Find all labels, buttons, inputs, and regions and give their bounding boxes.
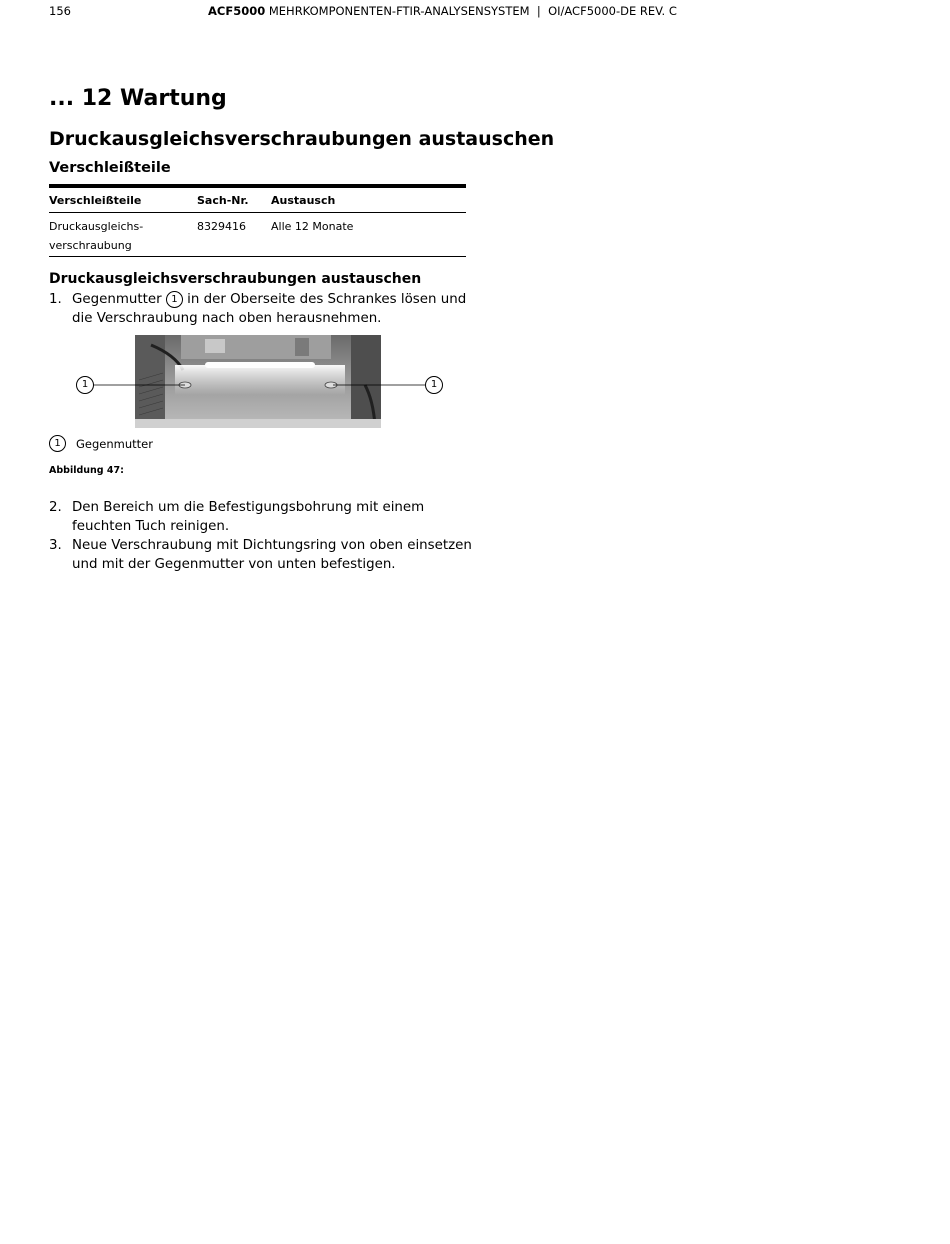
step-text: Den Bereich um die Befestigungsbohrung mit einem feuchten Tuch reinigen. — [72, 500, 425, 534]
callout-right: 1 — [425, 376, 443, 394]
table-cell-interval: Alle 12 Monate — [271, 220, 354, 233]
parts-subtitle: Verschleißteile — [49, 160, 171, 176]
table-cell-number: 8329416 — [197, 220, 246, 233]
step-text-part: in der Oberseite des Schrankes lösen und die Verschraubung nach oben herausnehmen. — [72, 292, 467, 326]
step-number: 1. — [49, 292, 62, 307]
step-3 — [49, 536, 474, 576]
table-cell-part — [49, 213, 197, 257]
callout-marker: 1 — [166, 291, 183, 308]
chapter-title: Wartung — [120, 86, 227, 111]
chapter-heading — [49, 86, 227, 111]
chapter-prefix: ... — [49, 86, 82, 111]
wear-parts-table — [49, 184, 466, 257]
figure-label: Abbildung 47: — [49, 465, 124, 476]
page-number: 156 — [49, 4, 71, 18]
step-text-part: Gegenmutter — [72, 292, 162, 307]
header-product: ACF5000 — [208, 4, 266, 18]
part-line: Druckausgleichs- — [49, 220, 144, 233]
table-header: Sach-Nr. — [197, 186, 271, 213]
table-row — [49, 213, 466, 257]
callout-left: 1 — [76, 376, 94, 394]
step-number: 3. — [49, 538, 62, 553]
procedure-title: Druckausgleichsverschraubungen austauschen — [49, 271, 422, 287]
step-1 — [49, 290, 474, 330]
part-line: verschraubung — [49, 239, 132, 252]
step-number: 2. — [49, 500, 62, 515]
table-header: Austausch — [271, 186, 466, 213]
step-2 — [49, 498, 474, 538]
legend-marker: 1 — [49, 435, 66, 452]
header-title: MEHRKOMPONENTEN-FTIR-ANALYSENSYSTEM | OI/ACF5000-DE REV. C — [268, 4, 677, 18]
table-header: Verschleißteile — [49, 186, 197, 213]
legend-text: Gegenmutter — [76, 437, 153, 451]
chapter-number: 12 — [81, 86, 113, 111]
section-title: Druckausgleichsverschraubungen austauschen — [49, 128, 555, 150]
table-header-row — [49, 186, 466, 213]
callout-leaders — [70, 372, 450, 398]
step-text — [72, 290, 472, 328]
running-header — [208, 4, 677, 18]
step-text: Neue Verschraubung mit Dichtungsring von oben einsetzen und mit der Gegenmutter von unten befestigen. — [72, 538, 472, 572]
